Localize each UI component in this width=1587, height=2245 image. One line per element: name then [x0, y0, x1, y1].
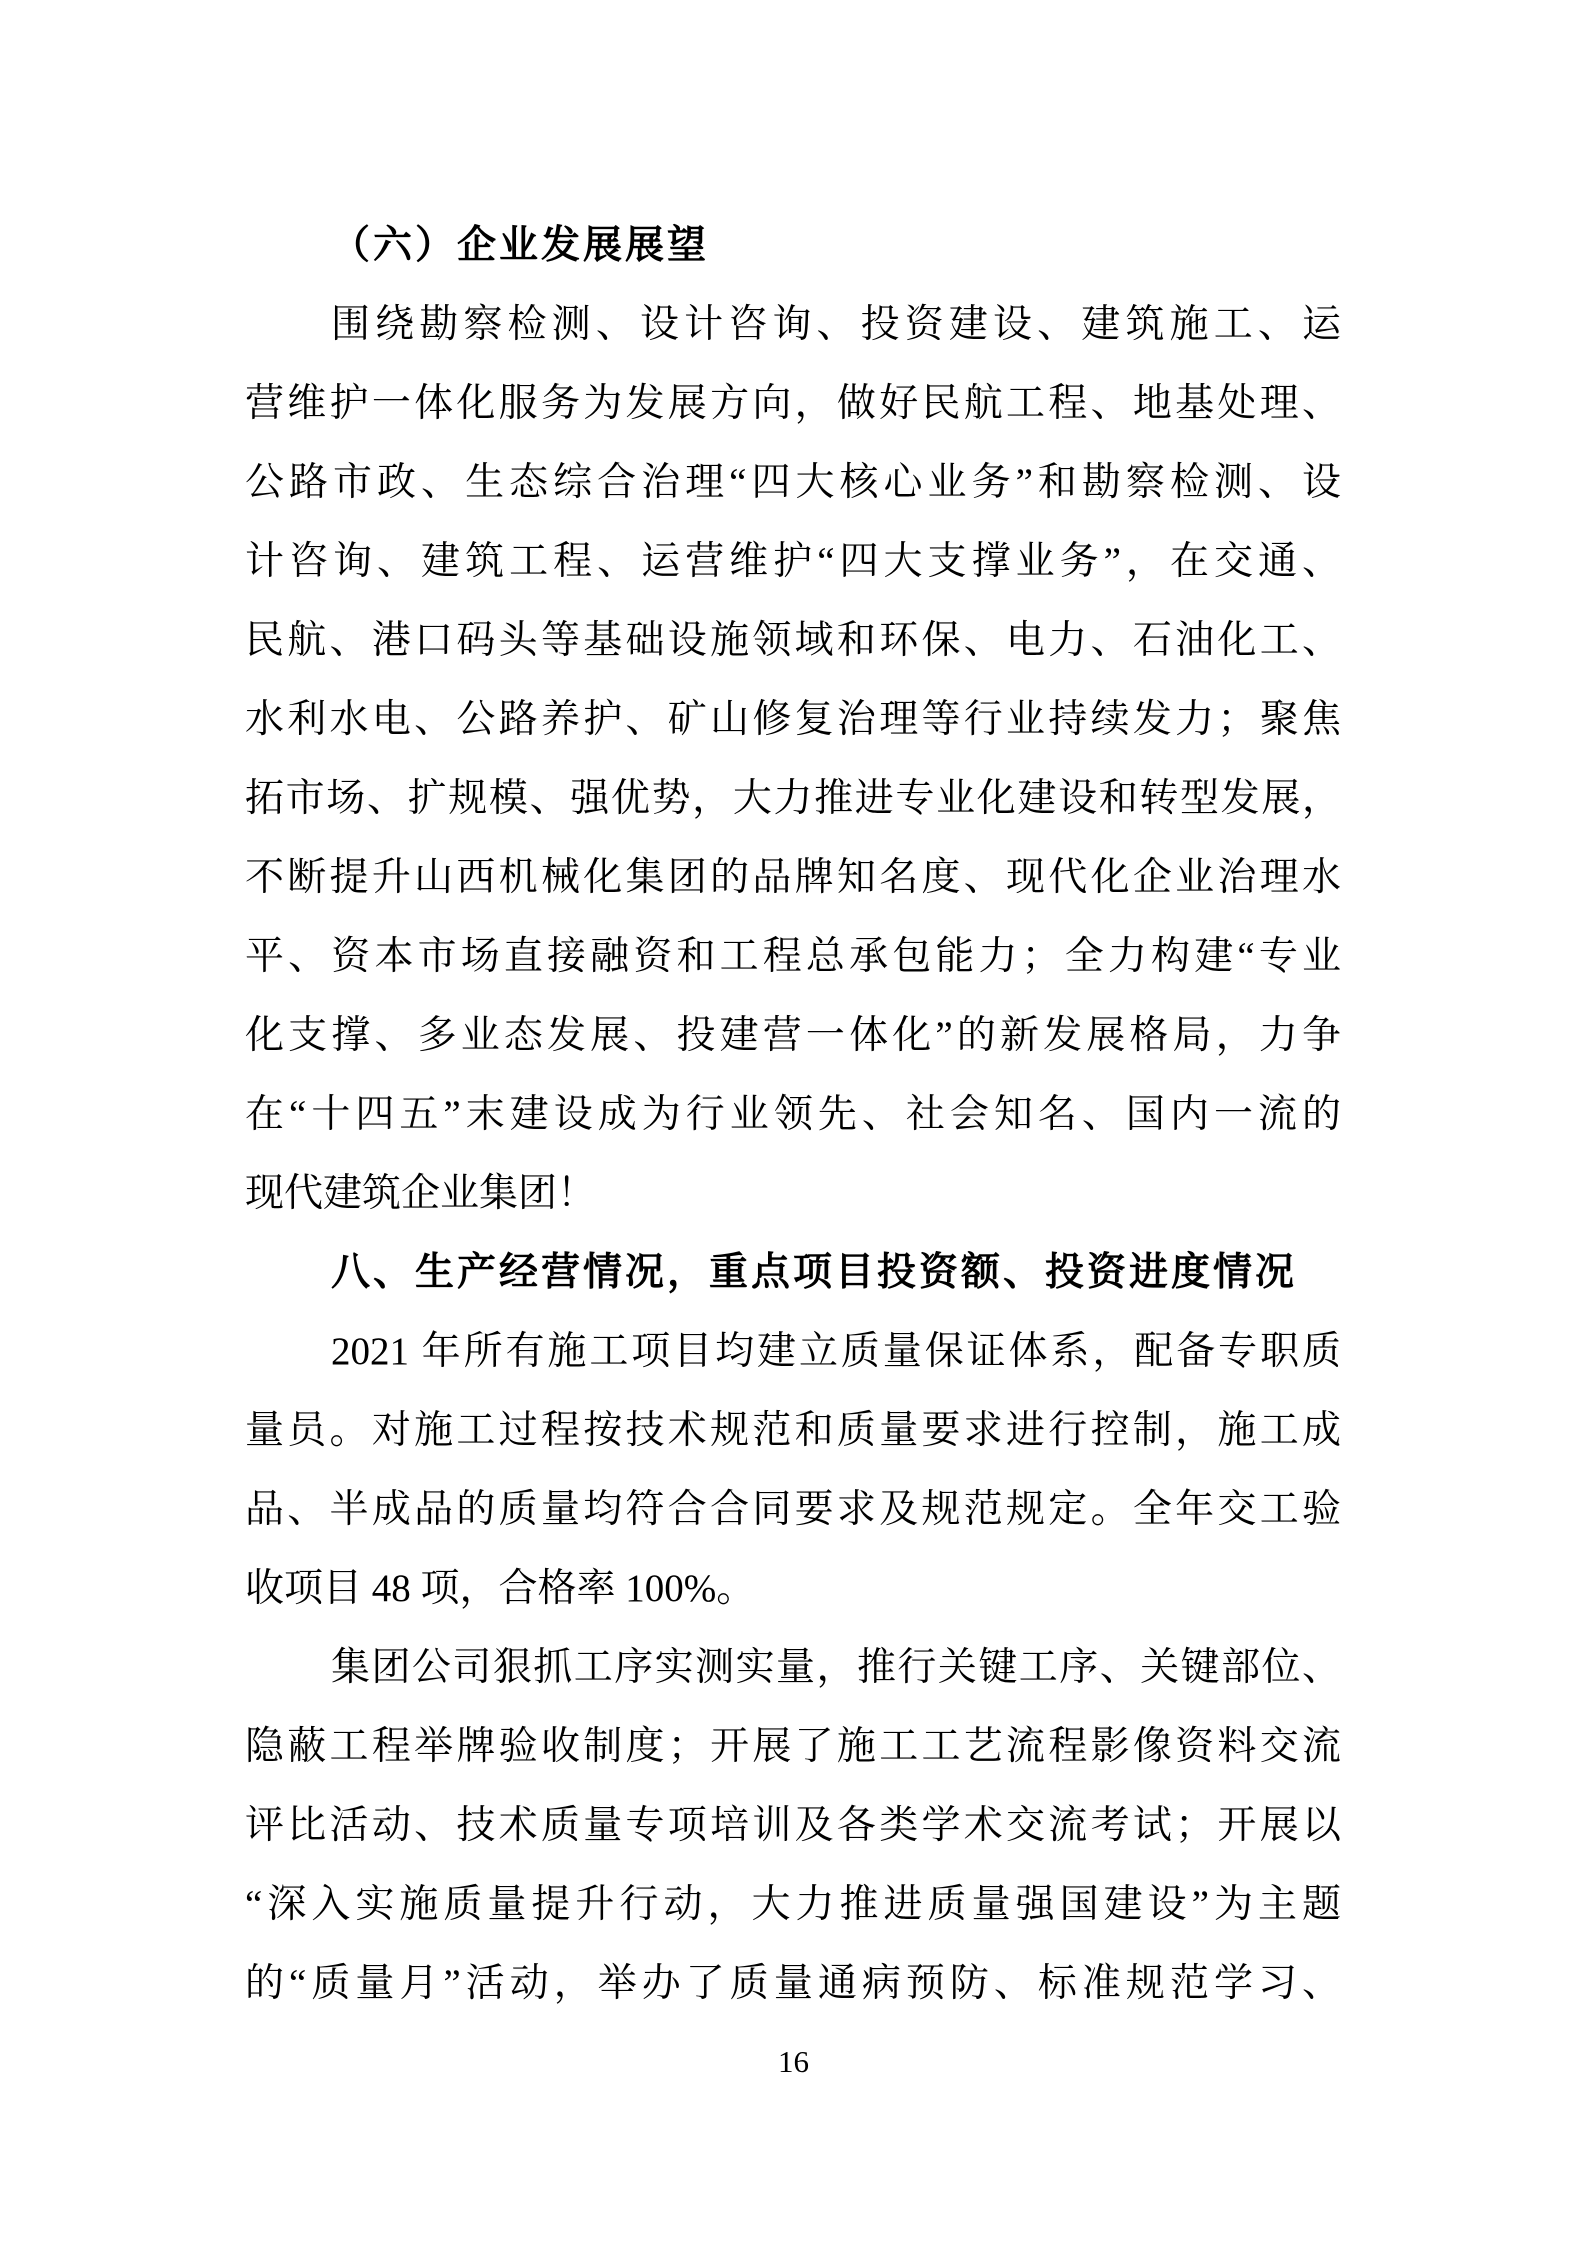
para3-line-2: 隐蔽工程举牌验收制度；开展了施工工艺流程影像资料交流 — [245, 1725, 1341, 1768]
section-heading-8: 八、生产经营情况，重点项目投资额、投资进度情况 — [331, 1251, 1298, 1294]
document-content — [245, 206, 1341, 2023]
para3-line-5: 的“质量月”活动，举办了质量通病预防、标准规范学习、 — [245, 1962, 1341, 2005]
para1-line-5: 民航、港口码头等基础设施领域和环保、电力、石油化工、 — [245, 619, 1341, 662]
page-number: 16 — [778, 2044, 809, 2079]
para1-line-7: 拓市场、扩规模、强优势，大力推进专业化建设和转型发展， — [245, 777, 1341, 820]
para1-line-3: 公路市政、生态综合治理“四大核心业务”和勘察检测、设 — [245, 461, 1341, 504]
para1-line-12: 现代建筑企业集团！ — [245, 1172, 597, 1215]
para1-line-11: 在“十四五”末建设成为行业领先、社会知名、国内一流的 — [245, 1093, 1341, 1136]
para2-line-4: 收项目 48 项，合格率 100%。 — [245, 1567, 756, 1610]
para1-line-8: 不断提升山西机械化集团的品牌知名度、现代化企业治理水 — [245, 856, 1341, 899]
para1-line-4: 计咨询、建筑工程、运营维护“四大支撑业务”，在交通、 — [245, 540, 1341, 583]
section-heading-6: （六）企业发展展望 — [331, 224, 710, 267]
para1-line-2: 营维护一体化服务为发展方向，做好民航工程、地基处理、 — [245, 382, 1341, 425]
para1-line-1: 围绕勘察检测、设计咨询、投资建设、建筑施工、运 — [331, 303, 1341, 346]
para1-line-10: 化支撑、多业态发展、投建营一体化”的新发展格局，力争 — [245, 1014, 1341, 1057]
para1-line-6: 水利水电、公路养护、矿山修复治理等行业持续发力；聚焦 — [245, 698, 1341, 741]
para3-line-1: 集团公司狠抓工序实测实量，推行关键工序、关键部位、 — [331, 1646, 1341, 1689]
para2-line-2: 量员。对施工过程按技术规范和质量要求进行控制，施工成 — [245, 1409, 1341, 1452]
para1-line-9: 平、资本市场直接融资和工程总承包能力；全力构建“专业 — [245, 935, 1341, 978]
para3-line-4: “深入实施质量提升行动，大力推进质量强国建设”为主题 — [245, 1883, 1341, 1926]
para2-line-1: 2021 年所有施工项目均建立质量保证体系，配备专职质 — [331, 1330, 1341, 1373]
para2-line-3: 品、半成品的质量均符合合同要求及规范规定。全年交工验 — [245, 1488, 1341, 1531]
para3-line-3: 评比活动、技术质量专项培训及各类学术交流考试；开展以 — [245, 1804, 1341, 1847]
